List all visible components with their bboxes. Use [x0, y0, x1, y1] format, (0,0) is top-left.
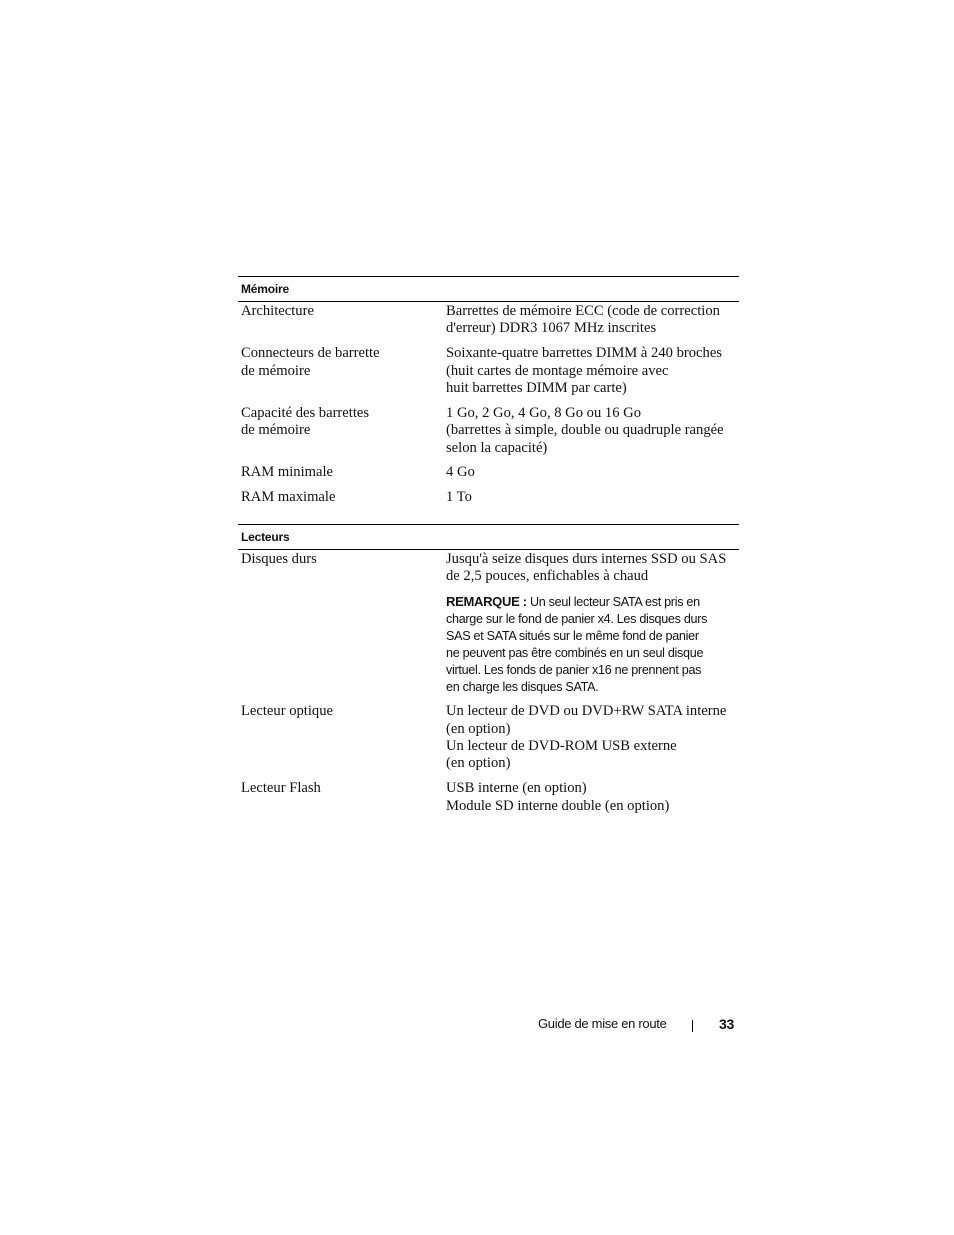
spec-label: de mémoire [241, 362, 311, 379]
spec-label: RAM minimale [241, 464, 334, 481]
remark-text: en charge les disques SATA. [446, 679, 599, 694]
spec-value: Un lecteur de DVD ou DVD+RW SATA interne [446, 703, 727, 720]
section-header-drives: Lecteurs [238, 524, 739, 550]
spec-value: USB interne (en option) [446, 780, 587, 797]
spec-value: Jusqu'à seize disques durs internes SSD ou SAS [446, 551, 727, 567]
spec-label: de mémoire [241, 422, 311, 439]
spec-value: (en option) [446, 755, 511, 772]
spec-label: Disques durs [241, 551, 317, 567]
spec-value: 1 To [446, 489, 472, 506]
spec-row-flash-drive [238, 780, 739, 815]
spec-value: Un lecteur de DVD-ROM USB externe [446, 738, 677, 755]
spec-row-ram-max [238, 489, 739, 506]
page-number: 33 [719, 1016, 734, 1032]
spec-value: (en option) [446, 720, 511, 737]
remark-text: virtuel. Les fonds de panier x16 ne prennent pas [446, 662, 702, 677]
spec-value: selon la capacité) [446, 439, 548, 456]
spec-value: Soixante-quatre barrettes DIMM à 240 broches [446, 345, 722, 362]
remark-text: charge sur le fond de panier x4. Les disques durs [446, 611, 708, 626]
footer-divider [692, 1020, 693, 1032]
footer-title: Guide de mise en route [538, 1016, 667, 1031]
remark-text: ne peuvent pas être combinés en un seul disque [446, 645, 704, 660]
spec-value: d'erreur) DDR3 1067 MHz inscrites [446, 320, 657, 337]
spec-value: huit barrettes DIMM par carte) [446, 380, 627, 397]
remark-text: SAS et SATA situés sur le même fond de panier [446, 628, 699, 643]
spec-value: Module SD interne double (en option) [446, 797, 670, 814]
spec-label: Lecteur Flash [241, 780, 321, 797]
spec-row-hard-drives [238, 551, 739, 696]
spec-value: (barrettes à simple, double ou quadruple rangée [446, 422, 724, 439]
spec-label: Connecteurs de barrette [241, 345, 380, 362]
spec-row-ram-min [238, 464, 739, 481]
remark-note [446, 593, 739, 696]
spec-label: Capacité des barrettes [241, 404, 370, 421]
spec-row-optical-drive [238, 703, 739, 773]
spec-row-architecture [238, 303, 739, 338]
spec-value: Barrettes de mémoire ECC (code de correction [446, 303, 720, 319]
remark-text: Un seul lecteur SATA est pris en [526, 594, 700, 609]
spec-row-memory-capacity [238, 405, 739, 457]
spec-value: (huit cartes de montage mémoire avec [446, 362, 669, 379]
spec-label: RAM maximale [241, 489, 336, 506]
drives-spec-table [238, 524, 739, 822]
spec-value: 1 Go, 2 Go, 4 Go, 8 Go ou 16 Go [446, 404, 641, 421]
remark-label: REMARQUE : [446, 593, 527, 609]
spec-label: Lecteur optique [241, 703, 333, 720]
section-header-memory: Mémoire [238, 276, 739, 302]
memory-spec-table [238, 276, 739, 514]
spec-value: 4 Go [446, 464, 475, 481]
spec-value: de 2,5 pouces, enfichables à chaud [446, 568, 649, 585]
spec-row-memory-connectors [238, 345, 739, 397]
spec-label: Architecture [241, 303, 314, 319]
